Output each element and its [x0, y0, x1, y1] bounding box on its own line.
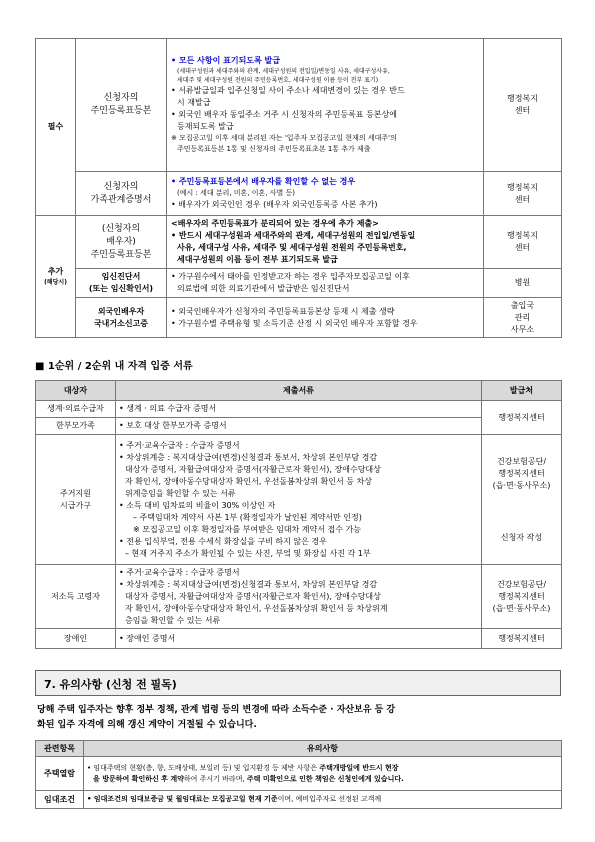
issuer-urgent-housing: 건강보험공단/ 행정복지센터 (읍·면·동사무소) 신청자 작성 — [482, 435, 562, 565]
col-header-item: 관련항목 — [36, 741, 84, 757]
docs-urgent-housing: • 주거·교육수급자 : 수급자 증명서 • 차상위계층 : 복지대상급여(변경)신청결과 통보서, 차상위 본인부담 경감 대상자 증명서, 자활급여대상자 증명서(자활근로자 확인서), 장애수당대상 자 확인서, 장애아동수당대상자 확인서, 우선돌봄차상위 확인서 등 차상 위계층임을 확인할 수 있는 서류 • 소득 대비 임차료의 비율이 30% 이상인 자 – 주택임대차 계약서 사본 1부 (확정일자가 날인된 계약서만 인정) ※ 모집공고일 이후 확정일자를 부여받은 임대차 계약서 접수 가능 • 전용 입식부엌, 전용 수세식 화장실을 구비 하지 않은 경우 – 현재 거주지 주소가 확인될 수 있는 사진, 부엌 및 화장실 사진 각 1부 — [116, 435, 482, 565]
required-documents-table — [35, 38, 562, 338]
notes-lease-terms: • 임대조건의 임대보증금 및 월임대료는 모집공고일 현재 기준이며, 예비입주자로 선정된 고객께 — [84, 791, 562, 809]
priority-documents-table — [35, 380, 562, 649]
table-row — [36, 629, 562, 649]
table-header-row — [36, 741, 562, 757]
issuer-pregnancy: 병원 — [484, 269, 562, 298]
doc-notes-foreign-spouse: • 외국인배우자가 신청자의 주민등록표등본상 등재 시 제출 생략 • 가구원수별 주택유형 및 소득기준 산정 시 외국인 배우자 포함할 경우 — [167, 298, 484, 338]
table-row — [36, 216, 562, 269]
table-header-row — [36, 381, 562, 401]
issuer-foreign-spouse: 출입국 관리 사무소 — [484, 298, 562, 338]
issuer-low-income-elderly: 건강보험공단/ 행정복지센터 (읍·면·동사무소) — [482, 565, 562, 629]
item-lease-terms: 임대조건 — [36, 791, 84, 809]
item-house-viewing: 주택열람 — [36, 757, 84, 791]
target-livelihood: 생계·의료수급자 — [36, 401, 116, 418]
renewal-notice: 당해 주택 입주자는 향후 정부 정책, 관계 법령 등의 변경에 따라 소득수준 · 자산보유 등 강 화된 입주 자격에 의해 갱신 계약이 거절될 수 있습니다. — [37, 705, 396, 730]
doc-name-spouse-register: (신청자의 배우자) 주민등록표등본 — [76, 216, 167, 269]
doc-notes-resident-register: • 모든 사항이 표기되도록 발급 (세대구성원과 세대주와의 관계, 세대구성원의 전입일/변동일 사유, 세대구성사유, 세대주 및 세대구성원 전원의 주민등록번호, 세대구성원 이름 등이 전부 표기) • 서류발급일과 입주신청일 사이 주소나 세대변경이 있는 경우 반드 시 재발급 • 외국인 배우자 동일주소 거주 시 신청자의 주민등록표 등본상에 등재되도록 발급 ※ 모집공고일 이후 세대 분리된 자는 '입주자 모집공고일 현재의 세대주'의 주민등록표등본 1통 및 신청자의 주민등록표초본 1통 추가 제출 — [167, 39, 484, 172]
doc-notes-spouse-register: <배우자의 주민등록표가 분리되어 있는 경우에 추가 제출> • 반드시 세대구성원과 세대주와의 관계, 세대구성원의 전입일/변동일 사유, 세대구성 사유, 세대주 및 세대구성원 전원의 주민등록번호, 세대구성원의 이름 등이 전부 표기되도록 발급 — [167, 216, 484, 269]
col-header-issuer: 발급처 — [482, 381, 562, 401]
table-row — [36, 565, 562, 629]
docs-low-income-elderly: • 주거·교육수급자 : 수급자 증명서 • 차상위계층 : 복지대상급여(변경)신청결과 통보서, 차상위 본인부담 경감 대상자 증명서, 자활급여대상자 증명서(자활근로자 확인서), 장애수당대상 자 확인서, 장애아동수당대상자 확인서, 우선돌봄차상위 확인서 등 차상위계 층임을 확인할 수 있는 서류 — [116, 565, 482, 629]
issuer-resident-register: 행정복지 센터 — [484, 39, 562, 172]
table-row — [36, 269, 562, 298]
table-row — [36, 757, 562, 791]
target-disabled: 장애인 — [36, 629, 116, 649]
table-row — [36, 39, 562, 172]
section-title-priority-documents: ■ 1순위 / 2순위 내 자격 입증 서류 — [35, 361, 193, 372]
table-row — [36, 435, 562, 565]
issuer-livelihood: 행정복지센터 — [482, 401, 562, 435]
target-urgent-housing: 주거지원 시급가구 — [36, 435, 116, 565]
issuer-disabled: 행정복지센터 — [482, 629, 562, 649]
target-low-income-elderly: 저소득 고령자 — [36, 565, 116, 629]
col-header-notes: 유의사항 — [84, 741, 562, 757]
col-header-docs: 제출서류 — [116, 381, 482, 401]
doc-name-family-relation: 신청자의 가족관계증명서 — [76, 172, 167, 216]
group-required: 필수 — [36, 39, 76, 216]
precautions-table — [35, 740, 562, 809]
notes-house-viewing: • 임대주택의 현황(층, 향, 도배상태, 보일러 등) 및 입지환경 등 제반 사항은 주택개방일에 반드시 현장 을 방문하여 확인하신 후 계약하여 주시기 바라며, 주택 미확인으로 인한 책임은 신청인에게 있습니다. — [84, 757, 562, 791]
doc-name-pregnancy: 임신진단서 (또는 임신확인서) — [76, 269, 167, 298]
table-row — [36, 298, 562, 338]
table-row — [36, 401, 562, 418]
issuer-family-relation: 행정복지 센터 — [484, 172, 562, 216]
doc-notes-pregnancy: • 가구원수에서 태아를 인정받고자 하는 경우 입주자모집공고일 이후 의료법에 의한 의료기관에서 발급받은 임신진단서 — [167, 269, 484, 298]
docs-single-parent: • 보호 대상 한부모가족 증명서 — [116, 418, 482, 435]
issuer-spouse-register: 행정복지 센터 — [484, 216, 562, 269]
target-single-parent: 한부모가족 — [36, 418, 116, 435]
group-additional: 추가 (해당시) — [36, 216, 76, 338]
doc-name-resident-register: 신청자의 주민등록표등본 — [76, 39, 167, 172]
doc-notes-family-relation: • 주민등록표등본에서 배우자를 확인할 수 없는 경우 (예시 : 세대 분리, 미혼, 이혼, 사별 등) • 배우자가 외국인인 경우 (배우자 외국인등록증 사본 추가) — [167, 172, 484, 216]
table-row — [36, 172, 562, 216]
table-row — [36, 791, 562, 809]
section-title-precautions: 7. 유의사항 (신청 전 필독) — [35, 670, 561, 696]
docs-livelihood: • 생계 · 의료 수급자 증명서 — [116, 401, 482, 418]
doc-name-foreign-spouse: 외국인배우자 국내거소신고증 — [76, 298, 167, 338]
col-header-target: 대상자 — [36, 381, 116, 401]
docs-disabled: • 장애인 증명서 — [116, 629, 482, 649]
